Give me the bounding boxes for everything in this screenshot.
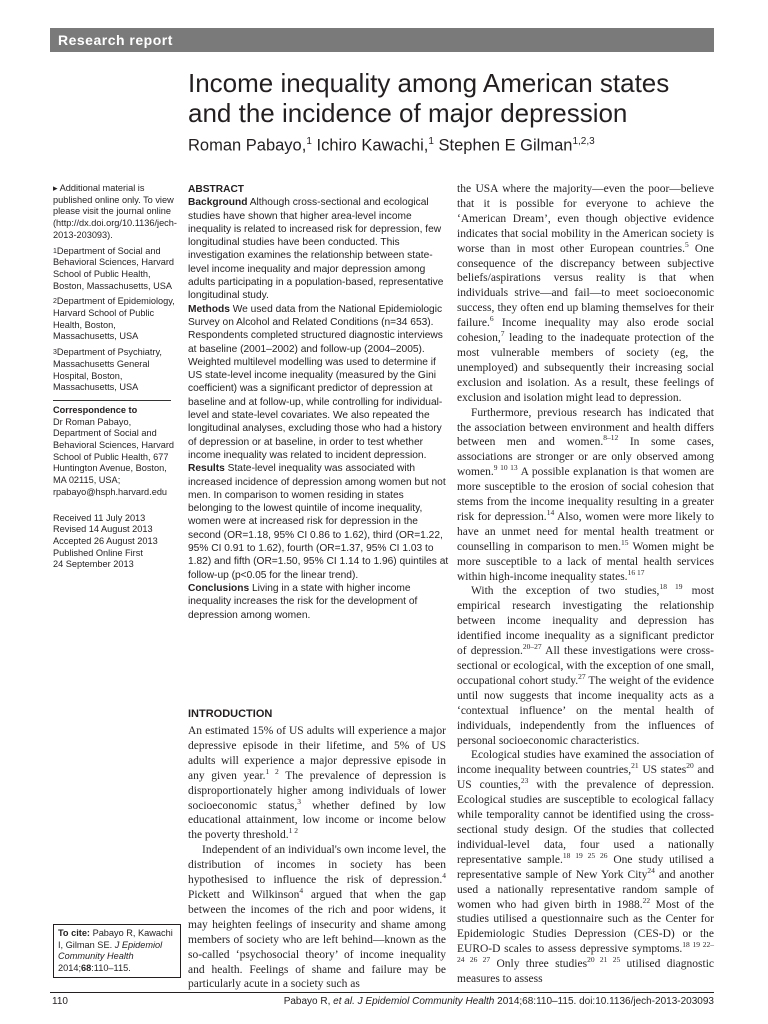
correspondence-heading: Correspondence to (53, 404, 138, 415)
affiliation-3: $^3$Department of Psychiatry, Massachusetts General Hospital, Boston, Massachusetts, USA (53, 347, 162, 393)
col3-paragraph-3: With the exception of two studies,$^{18 19}$ most empirical research investigating the relationship between income inequality and depression has identified income inequality as a significant predictor of depression.$^{20-27}$ All these investigations were cross-sectional or ecological, with the exception of one small, occupational cohort study.$^{27}$ The weight of the evidence until now suggests that income inequality acts as a ‘contextual influence’ on the mental health of individuals, independently from the influences of personal socioeconomic characteristics. (457, 582, 715, 747)
sidebar-divider (53, 400, 171, 401)
citation-box (53, 924, 181, 978)
author-1: Roman Pabayo, (188, 136, 307, 155)
citation-authors: Pabayo R, Kawachi I, Gilman SE. (58, 928, 173, 950)
citation-year: 2014; (58, 962, 81, 973)
author-1-affiliation: 1 (306, 136, 312, 147)
article-sidebar (53, 183, 175, 571)
page-number: 110 (52, 996, 68, 1007)
col3-paragraph-2: Furthermore, previous research has indicated that the association between environment and health differs between men and women.$^{8-12}$ In some cases, associations are stronger or are only observed among women.$^{9 10 13}$ A possible explanation is that women are more susceptible to the erosion of social cohesion that stems from the income inequality resulting in a greater risk for depression.$^{14}$ Also, women were more likely to have an unmet need for mental health treatment or counselling in comparison to men.$^{15}$ Women might be more susceptible to a lack of mental health services within high-income inequality states.$^{16 17}$ (457, 406, 715, 583)
article-title (188, 68, 708, 128)
correspondence-text: Dr Roman Pabayo, Department of Social and Behavioral Sciences, Harvard School of Public Health, 677 Huntington Avenue, Boston, MA 02115, USA; rpabayo@hsph.harvard.edu (53, 416, 175, 497)
author-3-affiliation: 1,2,3 (572, 136, 595, 147)
citation-volume: 68 (81, 962, 92, 973)
body-column-left (188, 724, 446, 992)
intro-paragraph-2: Independent of an individual's own income level, the distribution of incomes in society has been hypothesised to influence the risk of depression.$^4$ Pickett and Wilkinson$^4$ argued that when the gap between the incomes of the rich and poor widens, it may heighten feelings of insecurity and shame among members of society who are left behind—known as the so-called ‘psychosocial theory’ of income inequality and health. Feelings of shame and failure may be particularly acute in a society such as (188, 844, 447, 991)
section-label: Research report (58, 32, 173, 48)
title-line-1: Income inequality among American states (188, 68, 670, 98)
abstract-methods: Methods We used data from the National Epidemiologic Survey on Alcohol and Related Conditions (n=34 653). Respondents completed structured diagnostic interviews at baseline (2001–2002) and follow-up (2004–2005). Weighted multilevel modelling was used to determine if US state-level income inequality (measured by the Gini coefficient) was a significant predictor of depression at baseline and at follow-up, while controlling for individual-level and state-level covariates. We also repeated the longitudinal analyses, excluding those who had a history of depression or at baseline, in order to test whether income inequality was related to incident depression. (188, 303, 443, 461)
abstract-results: Results State-level inequality was associated with increased incidence of depression among women but not men. In comparison to women residing in states belonging to the lowest quintile of income inequality, women were at increased risk for depression in the second (OR=1.18, 95% CI 0.86 to 1.62), third (OR=1.22, 95% CI 0.91 to 1.62), fourth (OR=1.37, 95% CI 1.03 to 1.82) and fifth (OR=1.50, 95% CI 1.14 to 1.96) quintiles at follow-up (p<0.05 for the linear trend). (188, 463, 449, 581)
citation-journal: J Epidemiol Community Health (58, 939, 163, 961)
abstract (188, 183, 450, 622)
col3-paragraph-4: Ecological studies have examined the association of income inequality between countries,$^{21}$ US states$^{20}$ and US counties,$^{23}$ with the prevalence of depression. Ecological studies are susceptible to ecological fallacy while temporality cannot be identified using the cross-sectional study design. Of the studies that collected individual-level data, four used a nationally representative sample.$^{18 19 25 26}$ One study utilised a representative sample of New York City$^{24}$ and another used a nationally representative random sample of women who had given birth in 1988.22 Most of the studies utilised a questionnaire such as the Center for Epidemiologic Studies Depression (CES-D) or the EURO-D scales to assess depressive symptoms.$^{18 19 22-24 26 27}$ Only three studies$^{20 21 25}$ utilised diagnostic measures to assess (457, 749, 715, 986)
abstract-heading: ABSTRACT (188, 184, 245, 195)
accepted-date: Accepted 26 August 2013 (53, 535, 158, 546)
abstract-background: Background Although cross-sectional and ecological studies have shown that higher area-level income inequality is related to increased risk for depression, few longitudinal studies have been conducted. This investigation examines the relationship between state-level income inequality and major depression among adults participating in a population-based, representative longitudinal study. (188, 197, 444, 302)
footer-divider (50, 992, 714, 993)
published-online-date: 24 September 2013 (53, 559, 134, 570)
section-header-bar (50, 28, 714, 52)
revised-date: Revised 14 August 2013 (53, 524, 153, 535)
author-2: Ichiro Kawachi, (316, 136, 429, 155)
body-column-right (457, 182, 714, 987)
author-2-affiliation: 1 (428, 136, 434, 147)
abstract-conclusions: Conclusions Living in a state with higher income inequality increases the risk for the development of depression among women. (188, 582, 418, 621)
footer-citation: Pabayo R, et al. J Epidemiol Community Health 2014;68:110–115. doi:10.1136/jech-2013-203093 (283, 996, 714, 1007)
additional-material-note: ▸ Additional material is published online only. To view please visit the journal online (http://dx.doi.org/10.1136/jech-2013-203093). (53, 183, 177, 240)
citation-pages: :110–115. (91, 962, 131, 973)
citation-heading: To cite: (58, 928, 90, 938)
affiliation-1: $^1$Department of Social and Behavioral Sciences, Harvard School of Public Health, Boston, Massachusetts, USA (53, 245, 175, 291)
published-online-label: Published Online First (53, 547, 143, 558)
author-list (188, 136, 595, 156)
author-3: Stephen E Gilman (438, 136, 573, 155)
title-line-2: and the incidence of major depression (188, 98, 628, 128)
col3-paragraph-1: the USA where the majority—even the poor—believe that it is possible for everyone to achieve the ‘American Dream’, even though objective evidence indicates that social mobility in the American society is worse than in most other European countries.$^5$ One consequence of the discrepancy between subjective beliefs/aspirations versus reality is that when individuals strive—and fail—to meet socioeconomic success, they often end up blaming themselves for their failure.$^6$ Income inequality may also erode social cohesion,$^7$ leading to the inadequate protection of the most vulnerable members of society (eg, the unemployed) and subsequently their increasing social exclusion and isolation. As a result, these feelings of exclusion and isolation might lead to depression. (457, 183, 714, 404)
received-date: Received 11 July 2013 (53, 512, 146, 523)
intro-paragraph-1: An estimated 15% of US adults will experience a major depressive episode in their lifetime, and 5% of US adults will experience a major depressive episode in any given year.$^{1 2}$ The prevalence of depression is disproportionately higher among individuals of lower socioeconomic status,$^3$ whether defined by low educational attainment, low income or income below the poverty threshold.$^{1 2}$ (188, 725, 447, 842)
affiliation-2: $^2$Department of Epidemiology, Harvard School of Public Health, Boston, Massachusetts, USA (53, 296, 175, 342)
introduction-heading: INTRODUCTION (188, 708, 273, 720)
